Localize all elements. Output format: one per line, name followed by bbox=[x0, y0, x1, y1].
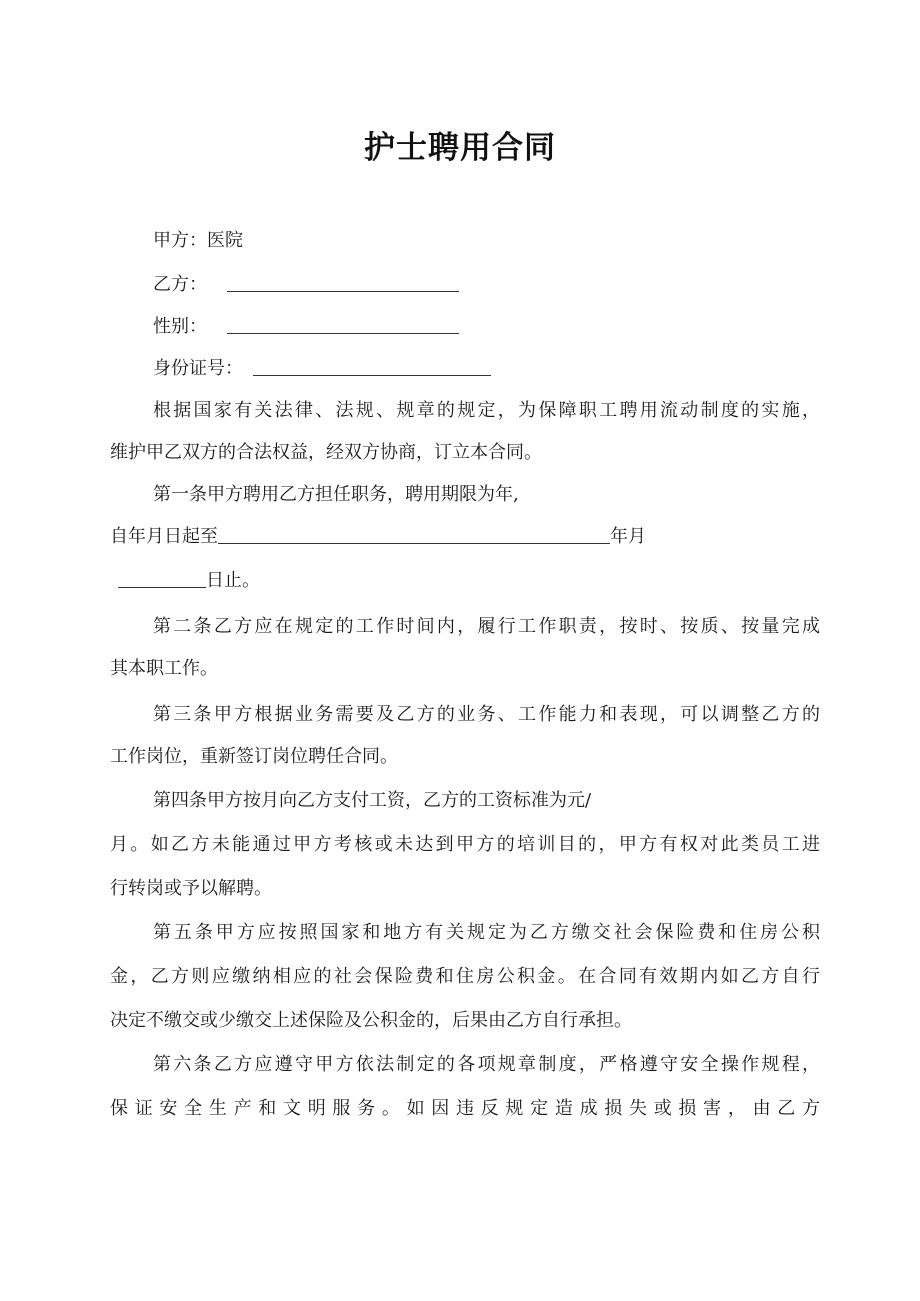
term-start-text: 自年月日起至 bbox=[110, 526, 218, 547]
term-end-text: 年月 bbox=[610, 526, 646, 547]
article-2-line: 第二条乙方应在规定的工作时间内，履行工作职责，按时、按质、按量完成 bbox=[153, 616, 820, 637]
term-blank[interactable] bbox=[218, 525, 610, 544]
paragraph-line: 保证安全生产和文明服务。如因违反规定造成损失或损害，由乙方 bbox=[110, 1098, 820, 1119]
paragraph-line: 根据国家有关法律、法规、规章的规定，为保障职工聘用流动制度的实施， bbox=[153, 400, 820, 421]
article-6-line: 第六条乙方应遵守甲方依法制定的各项规章制度，严格遵守安全操作规程， bbox=[153, 1054, 820, 1075]
article-1-line: 第一条甲方聘用乙方担任职务，聘用期限为年, bbox=[153, 484, 519, 505]
party-a-line: 甲方：医院 bbox=[153, 230, 243, 251]
party-b-line bbox=[153, 272, 820, 298]
paragraph-line: 工作岗位，重新签订岗位聘任合同。 bbox=[110, 746, 398, 767]
term-end-line bbox=[110, 568, 820, 594]
paragraph-line: 其本职工作。 bbox=[110, 658, 218, 679]
article-5-line: 第五条甲方应按照国家和地方有关规定为乙方缴交社会保险费和住房公积 bbox=[153, 922, 820, 943]
gender-blank[interactable] bbox=[227, 315, 459, 334]
paragraph-line: 金，乙方则应缴纳相应的社会保险费和住房公积金。在合同有效期内如乙方自行 bbox=[110, 966, 820, 987]
paragraph-line: 维护甲乙双方的合法权益，经双方协商，订立本合同。 bbox=[110, 442, 542, 463]
paragraph-line: 决定不缴交或少缴交上述保险及公积金的，后果由乙方自行承担。 bbox=[110, 1010, 632, 1031]
gender-label: 性别： bbox=[153, 316, 207, 337]
page-title: 护士聘用合同 bbox=[364, 130, 556, 166]
id-number-blank[interactable] bbox=[253, 357, 491, 376]
paragraph-line: 行转岗或予以解聘。 bbox=[110, 878, 272, 899]
article-3-line: 第三条甲方根据业务需要及乙方的业务、工作能力和表现，可以调整乙方的 bbox=[153, 704, 820, 725]
article-4-line: 第四条甲方按月向乙方支付工资，乙方的工资标准为元/ bbox=[153, 790, 592, 811]
id-number-line bbox=[153, 356, 820, 382]
gender-line bbox=[153, 314, 820, 340]
id-label: 身份证号： bbox=[153, 358, 243, 379]
day-blank[interactable] bbox=[118, 569, 206, 588]
party-b-label: 乙方： bbox=[153, 274, 207, 295]
term-end-day-text: 日止。 bbox=[206, 570, 260, 591]
term-line bbox=[110, 524, 820, 550]
party-b-blank[interactable] bbox=[227, 273, 459, 292]
paragraph-line: 月。如乙方未能通过甲方考核或未达到甲方的培训目的，甲方有权对此类员工进 bbox=[110, 834, 820, 855]
